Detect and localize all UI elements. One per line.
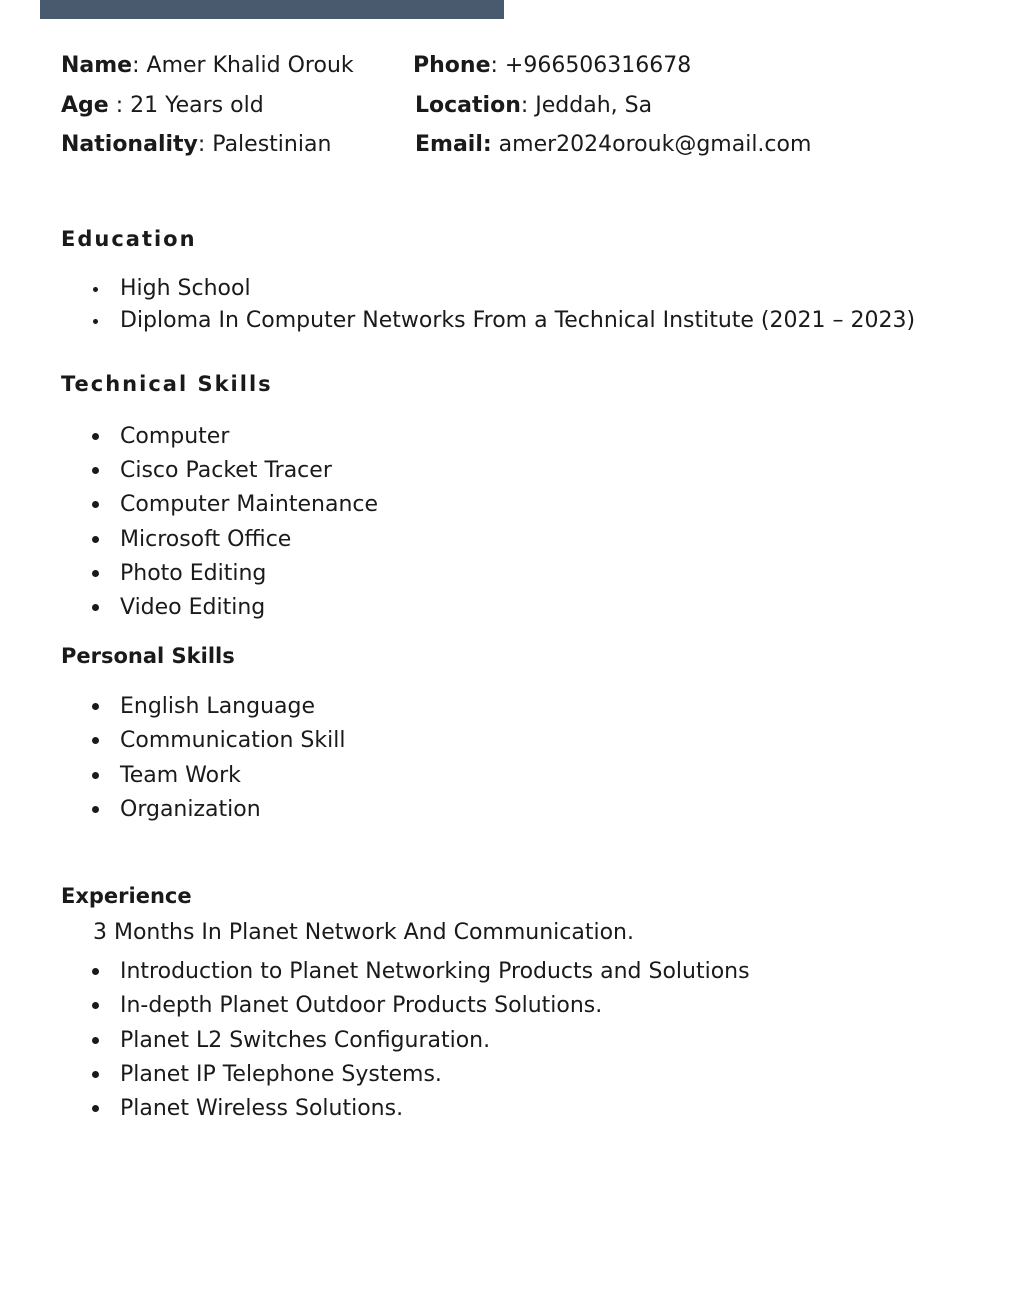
bullet-icon [93, 319, 98, 324]
email-label: Email: [415, 132, 492, 157]
experience-section [61, 882, 961, 1126]
bullet-icon [92, 501, 99, 508]
bullet-icon [92, 1002, 99, 1009]
list-item-text: Photo Editing [120, 560, 267, 586]
list-item-text: Diploma In Computer Networks From a Technical Institute (2021 – 2023) [120, 308, 916, 333]
location-value: : Jeddah, Sa [520, 92, 653, 118]
phone-field [413, 50, 691, 82]
email-value: amer2024orouk@gmail.com [491, 132, 812, 157]
name-field [61, 50, 354, 82]
bullet-icon [92, 1071, 99, 1078]
info-row [61, 90, 961, 130]
location-label: Location [415, 92, 521, 118]
technical-skills-list [61, 420, 961, 625]
location-field [415, 90, 652, 122]
name-label: Name [61, 53, 133, 78]
list-item-text: Planet L2 Switches Configuration. [120, 1027, 491, 1053]
list-item [61, 1058, 961, 1092]
experience-subtitle: 3 Months In Planet Network And Communication. [93, 920, 634, 945]
bullet-icon [92, 433, 99, 440]
list-item [61, 989, 961, 1023]
experience-heading: Experience [61, 884, 192, 908]
nationality-field [61, 129, 331, 161]
bullet-icon [92, 968, 99, 975]
list-item [61, 690, 961, 724]
list-item-text: Computer Maintenance [120, 492, 379, 518]
header-bar [40, 0, 504, 19]
list-item-text: Planet IP Telephone Systems. [120, 1061, 442, 1087]
phone-label: Phone [413, 53, 491, 78]
list-item [61, 488, 961, 522]
education-section [61, 225, 961, 337]
info-row [61, 129, 961, 169]
list-item [61, 591, 961, 625]
experience-list [61, 955, 961, 1126]
list-item-text: Planet Wireless Solutions. [120, 1096, 404, 1122]
age-label: Age [61, 92, 109, 118]
bullet-icon [92, 737, 99, 744]
personal-skills-heading: Personal Skills [61, 644, 235, 668]
education-list [61, 273, 961, 337]
education-heading: Education [61, 227, 197, 251]
age-field [61, 90, 264, 122]
bullet-icon [92, 467, 99, 474]
bullet-icon [92, 806, 99, 813]
name-value: : Amer Khalid Orouk [132, 53, 354, 78]
bullet-icon [92, 772, 99, 779]
list-item [61, 759, 961, 793]
list-item-text: Organization [120, 796, 261, 822]
list-item [61, 724, 961, 758]
info-row [61, 50, 961, 90]
list-item-text: English Language [120, 694, 316, 719]
list-item-text: Computer [120, 424, 230, 449]
list-item [61, 1024, 961, 1058]
list-item [61, 1092, 961, 1126]
bullet-icon [92, 1105, 99, 1112]
bullet-icon [92, 1037, 99, 1044]
technical-skills-section [61, 370, 961, 625]
bullet-icon [92, 536, 99, 543]
list-item [61, 305, 961, 337]
bullet-icon [92, 604, 99, 611]
list-item [61, 557, 961, 591]
list-item [61, 523, 961, 557]
list-item-text: High School [120, 276, 251, 301]
phone-value: : +966506316678 [490, 53, 692, 78]
bullet-icon [93, 287, 98, 292]
list-item [61, 454, 961, 488]
list-item [61, 273, 961, 305]
list-item [61, 955, 961, 989]
list-item-text: Introduction to Planet Networking Products and Solutions [120, 959, 750, 984]
list-item-text: In-depth Planet Outdoor Products Solutions. [120, 993, 603, 1019]
list-item-text: Microsoft Office [120, 526, 292, 552]
list-item-text: Team Work [120, 762, 241, 788]
bullet-icon [92, 703, 99, 710]
age-value: : 21 Years old [108, 92, 264, 118]
nationality-label: Nationality [61, 132, 198, 157]
technical-skills-heading: Technical Skills [61, 372, 273, 396]
list-item [61, 793, 961, 827]
list-item-text: Communication Skill [120, 728, 346, 754]
personal-info [61, 50, 961, 169]
nationality-value: : Palestinian [197, 132, 332, 157]
personal-skills-section [61, 642, 961, 827]
personal-skills-list [61, 690, 961, 827]
bullet-icon [92, 570, 99, 577]
list-item [61, 420, 961, 454]
email-field [415, 129, 811, 161]
list-item-text: Video Editing [120, 595, 266, 621]
list-item-text: Cisco Packet Tracer [120, 458, 332, 484]
